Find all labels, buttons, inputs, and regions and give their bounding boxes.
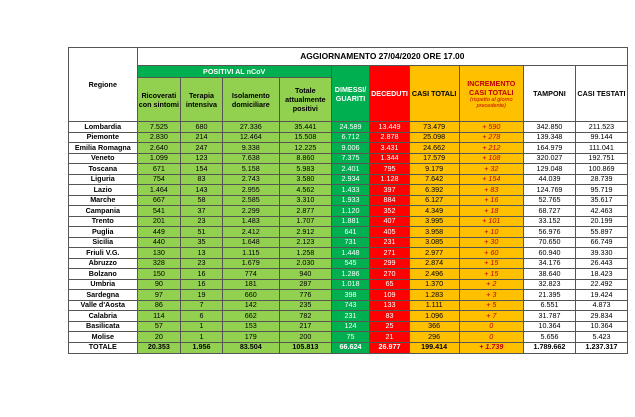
ricoverati-cell: 2.830 (137, 132, 181, 143)
ricoverati-cell: 2.640 (137, 143, 181, 154)
ricoverati-cell: 671 (137, 164, 181, 175)
isolamento-cell: 12.464 (222, 132, 279, 143)
isolamento-cell: 2.585 (222, 195, 279, 206)
casi-testati-cell: 42.463 (575, 206, 627, 217)
terapia-cell: 58 (181, 195, 223, 206)
tamponi-cell: 139.348 (523, 132, 575, 143)
total-region-cell: TOTALE (69, 342, 138, 353)
table-row (69, 300, 628, 311)
total-ricoverati-cell: 20.353 (137, 342, 181, 353)
ricoverati-cell: 754 (137, 174, 181, 185)
isolamento-cell: 2.743 (222, 174, 279, 185)
casi-totali-header: CASI TOTALI (409, 66, 459, 122)
table-row (69, 321, 628, 332)
casi-totali-cell: 3.085 (409, 237, 459, 248)
ricoverati-cell: 1.099 (137, 153, 181, 164)
deceduti-cell: 270 (370, 269, 409, 280)
totale-positivi-cell: 287 (279, 279, 331, 290)
total-casi-testati-cell: 1.237.317 (575, 342, 627, 353)
tamponi-header: TAMPONI (523, 66, 575, 122)
tamponi-cell: 124.769 (523, 185, 575, 196)
region-cell: Piemonte (69, 132, 138, 143)
dimessi-cell: 2.401 (331, 164, 369, 175)
tamponi-cell: 34.176 (523, 258, 575, 269)
ricoverati-cell: 1.464 (137, 185, 181, 196)
terapia-cell: 13 (181, 248, 223, 259)
deceduti-cell: 299 (370, 258, 409, 269)
isolamento-cell: 27.336 (222, 122, 279, 133)
tamponi-cell: 21.395 (523, 290, 575, 301)
tamponi-cell: 342.850 (523, 122, 575, 133)
table-row (69, 132, 628, 143)
casi-testati-cell: 99.144 (575, 132, 627, 143)
casi-totali-cell: 73.479 (409, 122, 459, 133)
casi-testati-cell: 19.424 (575, 290, 627, 301)
casi-testati-header: CASI TESTATI (575, 66, 627, 122)
table-row (69, 237, 628, 248)
incremento-cell: + 15 (459, 258, 523, 269)
total-incremento-cell: + 1.739 (459, 342, 523, 353)
isolamento-cell: 1.483 (222, 216, 279, 227)
tamponi-cell: 70.650 (523, 237, 575, 248)
dimessi-cell: 1.286 (331, 269, 369, 280)
deceduti-cell: 109 (370, 290, 409, 301)
casi-testati-cell: 55.897 (575, 227, 627, 238)
totale-positivi-cell: 5.983 (279, 164, 331, 175)
ricoverati-cell: 201 (137, 216, 181, 227)
tamponi-cell: 44.039 (523, 174, 575, 185)
casi-totali-cell: 2.977 (409, 248, 459, 259)
incremento-cell: + 15 (459, 269, 523, 280)
totale-positivi-cell: 2.877 (279, 206, 331, 217)
casi-totali-cell: 1.096 (409, 311, 459, 322)
totale-positivi-cell: 1.707 (279, 216, 331, 227)
isolamento-header: Isolamento domiciliare (222, 78, 279, 122)
region-cell: Sardegna (69, 290, 138, 301)
ricoverati-cell: 440 (137, 237, 181, 248)
dimessi-cell: 1.120 (331, 206, 369, 217)
deceduti-cell: 133 (370, 300, 409, 311)
isolamento-cell: 9.338 (222, 143, 279, 154)
deceduti-cell: 795 (370, 164, 409, 175)
casi-totali-cell: 17.579 (409, 153, 459, 164)
isolamento-cell: 2.412 (222, 227, 279, 238)
table-row (69, 269, 628, 280)
casi-testati-cell: 28.739 (575, 174, 627, 185)
dimessi-cell: 398 (331, 290, 369, 301)
incremento-cell: + 2 (459, 279, 523, 290)
incremento-cell: + 108 (459, 153, 523, 164)
region-cell: Emilia Romagna (69, 143, 138, 154)
dimessi-cell: 1.018 (331, 279, 369, 290)
isolamento-cell: 153 (222, 321, 279, 332)
casi-testati-cell: 26.443 (575, 258, 627, 269)
totale-positivi-cell: 2.030 (279, 258, 331, 269)
incremento-cell: 0 (459, 321, 523, 332)
incremento-note: (rispetto al giorno precedente) (470, 96, 513, 109)
terapia-cell: 23 (181, 258, 223, 269)
dimessi-cell: 124 (331, 321, 369, 332)
deceduti-cell: 3.431 (370, 143, 409, 154)
region-cell: Calabria (69, 311, 138, 322)
total-tamponi-cell: 1.789.662 (523, 342, 575, 353)
totale-positivi-cell: 8.860 (279, 153, 331, 164)
incremento-cell: + 10 (459, 227, 523, 238)
region-cell: Lombardia (69, 122, 138, 133)
totale-positivi-cell: 35.441 (279, 122, 331, 133)
ricoverati-cell: 114 (137, 311, 181, 322)
dimessi-cell: 1.448 (331, 248, 369, 259)
region-cell: Veneto (69, 153, 138, 164)
totale-positivi-cell: 776 (279, 290, 331, 301)
isolamento-cell: 1.679 (222, 258, 279, 269)
ricoverati-cell: 130 (137, 248, 181, 259)
table-row (69, 164, 628, 175)
casi-testati-cell: 66.749 (575, 237, 627, 248)
incremento-cell: + 154 (459, 174, 523, 185)
terapia-cell: 16 (181, 269, 223, 280)
region-cell: Valle d'Aosta (69, 300, 138, 311)
dimessi-cell: 731 (331, 237, 369, 248)
total-dimessi-cell: 66.624 (331, 342, 369, 353)
table-row (69, 174, 628, 185)
casi-testati-cell: 111.041 (575, 143, 627, 154)
casi-testati-cell: 211.523 (575, 122, 627, 133)
table-row (69, 279, 628, 290)
dimessi-cell: 6.712 (331, 132, 369, 143)
isolamento-cell: 2.955 (222, 185, 279, 196)
deceduti-cell: 884 (370, 195, 409, 206)
terapia-cell: 37 (181, 206, 223, 217)
tamponi-cell: 33.152 (523, 216, 575, 227)
region-cell: Toscana (69, 164, 138, 175)
table-row (69, 290, 628, 301)
table-row (69, 195, 628, 206)
totale-positivi-cell: 200 (279, 332, 331, 343)
tamponi-cell: 60.940 (523, 248, 575, 259)
isolamento-cell: 5.158 (222, 164, 279, 175)
tamponi-cell: 32.823 (523, 279, 575, 290)
region-cell: Umbria (69, 279, 138, 290)
totale-positivi-cell: 235 (279, 300, 331, 311)
tamponi-cell: 6.551 (523, 300, 575, 311)
dimessi-cell: 24.589 (331, 122, 369, 133)
incremento-cell: 0 (459, 332, 523, 343)
deceduti-cell: 1.344 (370, 153, 409, 164)
region-cell: Friuli V.G. (69, 248, 138, 259)
covid-regional-table (68, 47, 628, 354)
terapia-cell: 154 (181, 164, 223, 175)
casi-totali-cell: 9.179 (409, 164, 459, 175)
terapia-cell: 143 (181, 185, 223, 196)
isolamento-cell: 181 (222, 279, 279, 290)
isolamento-cell: 774 (222, 269, 279, 280)
incremento-cell: + 7 (459, 311, 523, 322)
region-cell: Abruzzo (69, 258, 138, 269)
deceduti-cell: 405 (370, 227, 409, 238)
deceduti-cell: 271 (370, 248, 409, 259)
deceduti-cell: 407 (370, 216, 409, 227)
casi-totali-cell: 1.370 (409, 279, 459, 290)
terapia-cell: 214 (181, 132, 223, 143)
terapia-cell: 16 (181, 279, 223, 290)
ricoverati-cell: 86 (137, 300, 181, 311)
incremento-cell: + 5 (459, 300, 523, 311)
region-cell: Marche (69, 195, 138, 206)
region-cell: Puglia (69, 227, 138, 238)
table-row (69, 227, 628, 238)
ricoverati-header: Ricoverati con sintomi (137, 78, 181, 122)
table-row (69, 248, 628, 259)
region-cell: Basilicata (69, 321, 138, 332)
totale-positivi-cell: 1.258 (279, 248, 331, 259)
ricoverati-cell: 7.525 (137, 122, 181, 133)
casi-testati-cell: 95.719 (575, 185, 627, 196)
ricoverati-cell: 20 (137, 332, 181, 343)
region-cell: Bolzano (69, 269, 138, 280)
totale-positivi-cell: 2.123 (279, 237, 331, 248)
casi-testati-cell: 35.617 (575, 195, 627, 206)
terapia-header: Terapia intensiva (181, 78, 223, 122)
deceduti-cell: 352 (370, 206, 409, 217)
ricoverati-cell: 57 (137, 321, 181, 332)
incremento-cell: + 278 (459, 132, 523, 143)
casi-testati-cell: 100.869 (575, 164, 627, 175)
isolamento-cell: 7.638 (222, 153, 279, 164)
incremento-header (459, 66, 523, 122)
dimessi-cell: 1.933 (331, 195, 369, 206)
totale-positivi-cell: 217 (279, 321, 331, 332)
tamponi-cell: 320.027 (523, 153, 575, 164)
deceduti-cell: 397 (370, 185, 409, 196)
terapia-cell: 123 (181, 153, 223, 164)
tamponi-cell: 5.656 (523, 332, 575, 343)
tamponi-cell: 31.787 (523, 311, 575, 322)
region-cell: Campania (69, 206, 138, 217)
region-cell: Trento (69, 216, 138, 227)
incremento-cell: + 16 (459, 195, 523, 206)
casi-testati-cell: 22.492 (575, 279, 627, 290)
total-terapia-cell: 1.956 (181, 342, 223, 353)
dimessi-cell: 75 (331, 332, 369, 343)
table-row (69, 185, 628, 196)
total-casi-totali-cell: 199.414 (409, 342, 459, 353)
region-header: Regione (69, 48, 138, 122)
table-row (69, 153, 628, 164)
casi-totali-cell: 2.874 (409, 258, 459, 269)
totale-positivi-cell: 3.580 (279, 174, 331, 185)
region-cell: Liguria (69, 174, 138, 185)
casi-totali-cell: 3.958 (409, 227, 459, 238)
totale-positivi-cell: 12.225 (279, 143, 331, 154)
incremento-cell: + 3 (459, 290, 523, 301)
casi-testati-cell: 192.751 (575, 153, 627, 164)
isolamento-cell: 660 (222, 290, 279, 301)
table-row (69, 143, 628, 154)
totale-positivi-header: Totale attualmente positivi (279, 78, 331, 122)
table-row (69, 258, 628, 269)
dimessi-cell: 545 (331, 258, 369, 269)
deceduti-cell: 83 (370, 311, 409, 322)
deceduti-cell: 2.878 (370, 132, 409, 143)
casi-totali-cell: 296 (409, 332, 459, 343)
dimessi-cell: 1.433 (331, 185, 369, 196)
totale-positivi-cell: 940 (279, 269, 331, 280)
tamponi-cell: 164.979 (523, 143, 575, 154)
casi-totali-cell: 2.496 (409, 269, 459, 280)
totale-positivi-cell: 3.310 (279, 195, 331, 206)
total-totale-positivi-cell: 105.813 (279, 342, 331, 353)
tamponi-cell: 56.976 (523, 227, 575, 238)
dimessi-cell: 9.006 (331, 143, 369, 154)
totale-positivi-cell: 4.562 (279, 185, 331, 196)
deceduti-cell: 21 (370, 332, 409, 343)
totale-positivi-cell: 2.912 (279, 227, 331, 238)
terapia-cell: 51 (181, 227, 223, 238)
table-row (69, 122, 628, 133)
casi-testati-cell: 10.364 (575, 321, 627, 332)
dimessi-header: DIMESSI/ GUARITI (331, 66, 369, 122)
terapia-cell: 680 (181, 122, 223, 133)
casi-totali-cell: 24.662 (409, 143, 459, 154)
incremento-cell: + 60 (459, 248, 523, 259)
isolamento-cell: 1.115 (222, 248, 279, 259)
total-deceduti-cell: 26.977 (370, 342, 409, 353)
incremento-cell: + 83 (459, 185, 523, 196)
isolamento-cell: 1.648 (222, 237, 279, 248)
casi-totali-cell: 1.111 (409, 300, 459, 311)
terapia-cell: 247 (181, 143, 223, 154)
dimessi-cell: 7.375 (331, 153, 369, 164)
ricoverati-cell: 541 (137, 206, 181, 217)
ricoverati-cell: 449 (137, 227, 181, 238)
terapia-cell: 19 (181, 290, 223, 301)
casi-totali-cell: 366 (409, 321, 459, 332)
casi-testati-cell: 5.423 (575, 332, 627, 343)
casi-totali-cell: 4.349 (409, 206, 459, 217)
casi-totali-cell: 6.392 (409, 185, 459, 196)
incremento-cell: + 101 (459, 216, 523, 227)
incremento-cell: + 32 (459, 164, 523, 175)
casi-totali-cell: 6.127 (409, 195, 459, 206)
deceduti-cell: 25 (370, 321, 409, 332)
ricoverati-cell: 97 (137, 290, 181, 301)
casi-totali-cell: 7.642 (409, 174, 459, 185)
casi-testati-cell: 18.423 (575, 269, 627, 280)
terapia-cell: 1 (181, 332, 223, 343)
dimessi-cell: 231 (331, 311, 369, 322)
total-isolamento-cell: 83.504 (222, 342, 279, 353)
region-cell: Sicilia (69, 237, 138, 248)
tamponi-cell: 52.765 (523, 195, 575, 206)
ricoverati-cell: 90 (137, 279, 181, 290)
isolamento-cell: 2.299 (222, 206, 279, 217)
deceduti-cell: 231 (370, 237, 409, 248)
incremento-cell: + 212 (459, 143, 523, 154)
deceduti-cell: 65 (370, 279, 409, 290)
terapia-cell: 7 (181, 300, 223, 311)
casi-testati-cell: 20.199 (575, 216, 627, 227)
casi-totali-cell: 25.098 (409, 132, 459, 143)
tamponi-cell: 68.727 (523, 206, 575, 217)
isolamento-cell: 179 (222, 332, 279, 343)
region-cell: Molise (69, 332, 138, 343)
terapia-cell: 83 (181, 174, 223, 185)
casi-testati-cell: 4.873 (575, 300, 627, 311)
update-title: AGGIORNAMENTO 27/04/2020 ORE 17.00 (137, 48, 627, 66)
tamponi-cell: 129.048 (523, 164, 575, 175)
tamponi-cell: 38.640 (523, 269, 575, 280)
isolamento-cell: 142 (222, 300, 279, 311)
totale-positivi-cell: 15.508 (279, 132, 331, 143)
positivi-group-header: POSITIVI AL nCoV (137, 66, 331, 78)
deceduti-cell: 1.128 (370, 174, 409, 185)
isolamento-cell: 662 (222, 311, 279, 322)
casi-testati-cell: 29.834 (575, 311, 627, 322)
ricoverati-cell: 328 (137, 258, 181, 269)
incremento-label: INCREMENTO CASI TOTALI (467, 78, 516, 97)
totals-row (69, 342, 628, 353)
terapia-cell: 6 (181, 311, 223, 322)
casi-totali-cell: 1.283 (409, 290, 459, 301)
totale-positivi-cell: 782 (279, 311, 331, 322)
dimessi-cell: 641 (331, 227, 369, 238)
ricoverati-cell: 667 (137, 195, 181, 206)
terapia-cell: 1 (181, 321, 223, 332)
dimessi-cell: 743 (331, 300, 369, 311)
incremento-cell: + 30 (459, 237, 523, 248)
ricoverati-cell: 150 (137, 269, 181, 280)
table-row (69, 332, 628, 343)
deceduti-header: DECEDUTI (370, 66, 409, 122)
incremento-cell: + 18 (459, 206, 523, 217)
terapia-cell: 35 (181, 237, 223, 248)
terapia-cell: 23 (181, 216, 223, 227)
incremento-cell: + 590 (459, 122, 523, 133)
deceduti-cell: 13.449 (370, 122, 409, 133)
dimessi-cell: 1.881 (331, 216, 369, 227)
tamponi-cell: 10.364 (523, 321, 575, 332)
table-row (69, 216, 628, 227)
table-row (69, 311, 628, 322)
region-cell: Lazio (69, 185, 138, 196)
table-row (69, 206, 628, 217)
dimessi-cell: 2.934 (331, 174, 369, 185)
casi-testati-cell: 39.330 (575, 248, 627, 259)
casi-totali-cell: 3.995 (409, 216, 459, 227)
